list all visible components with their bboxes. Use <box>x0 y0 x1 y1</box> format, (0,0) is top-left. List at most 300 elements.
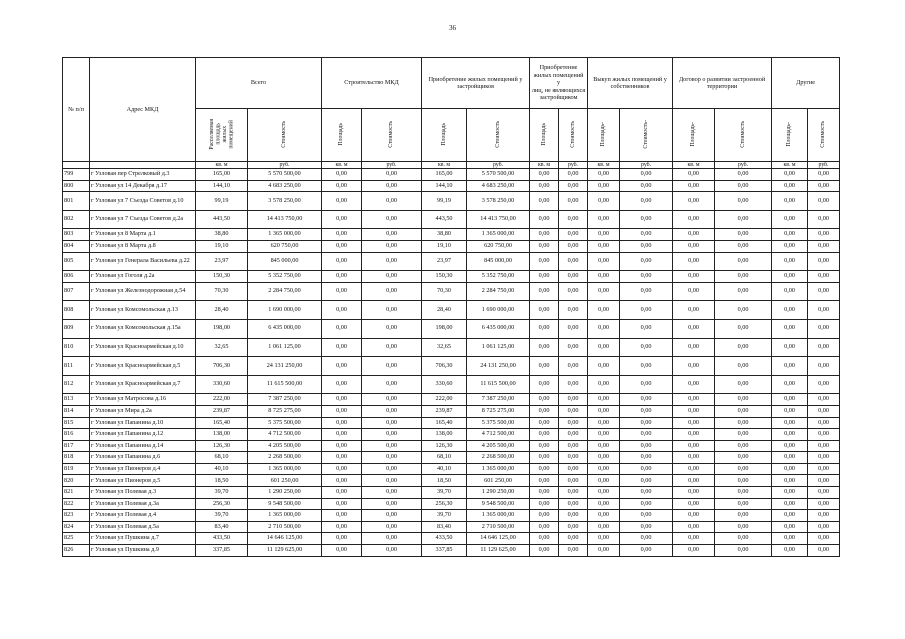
buyout-area: 0,00 <box>588 463 620 475</box>
total-cost: 1 290 250,00 <box>248 487 322 499</box>
construction-area: 0,00 <box>322 319 362 338</box>
total-cost: 11 129 625,00 <box>248 545 322 557</box>
table-row <box>63 475 840 487</box>
developer-cost: 1 061 125,00 <box>467 338 530 357</box>
others-cost: 0,00 <box>559 487 588 499</box>
others-area: 0,00 <box>530 545 559 557</box>
others-cost: 0,00 <box>559 510 588 522</box>
others-cost: 0,00 <box>559 210 588 229</box>
table-row <box>63 210 840 229</box>
row-address: г Узловая ул Полевая д.5а <box>90 521 196 533</box>
buyout-area: 0,00 <box>588 375 620 394</box>
row-number: 808 <box>63 301 90 320</box>
development-area: 0,00 <box>673 375 715 394</box>
total-cost: 1 365 000,00 <box>248 463 322 475</box>
row-number: 819 <box>63 463 90 475</box>
construction-cost: 0,00 <box>362 357 422 376</box>
developer-area: 150,30 <box>422 271 467 283</box>
buyout-cost: 0,00 <box>620 545 673 557</box>
construction-area: 0,00 <box>322 475 362 487</box>
buyout-area: 0,00 <box>588 301 620 320</box>
other-cost: 0,00 <box>808 282 840 301</box>
buyout-cost: 0,00 <box>620 338 673 357</box>
others-area: 0,00 <box>530 210 559 229</box>
unit-label: кв. м <box>530 162 559 169</box>
construction-cost: 0,00 <box>362 463 422 475</box>
subheader-resettled-area: Расселяемая площадь жилых помещений <box>196 109 248 162</box>
row-address: г Узловая ул Полевая д.3а <box>90 498 196 510</box>
total-cost: 2 268 500,00 <box>248 452 322 464</box>
row-number: 824 <box>63 521 90 533</box>
others-area: 0,00 <box>530 301 559 320</box>
construction-cost: 0,00 <box>362 452 422 464</box>
table-row <box>63 429 840 441</box>
header-development: Договор о развитии застроенной территории <box>673 58 772 109</box>
development-area: 0,00 <box>673 498 715 510</box>
other-area: 0,00 <box>772 463 808 475</box>
row-number: 811 <box>63 357 90 376</box>
construction-cost: 0,00 <box>362 487 422 499</box>
other-area: 0,00 <box>772 533 808 545</box>
development-cost: 0,00 <box>715 394 772 406</box>
construction-area: 0,00 <box>322 487 362 499</box>
developer-area: 38,80 <box>422 229 467 241</box>
developer-cost: 601 250,00 <box>467 475 530 487</box>
row-number: 813 <box>63 394 90 406</box>
buyout-area: 0,00 <box>588 545 620 557</box>
other-area: 0,00 <box>772 452 808 464</box>
subheader-area: Площадь- <box>772 109 808 162</box>
development-area: 0,00 <box>673 429 715 441</box>
construction-cost: 0,00 <box>362 475 422 487</box>
other-area: 0,00 <box>772 301 808 320</box>
row-number: 820 <box>63 475 90 487</box>
unit-label: кв. м <box>422 162 467 169</box>
others-area: 0,00 <box>530 429 559 441</box>
row-address: г Узловая ул Пионеров д.4 <box>90 463 196 475</box>
header-purchase-others-line: жилых помещений <box>533 71 584 79</box>
table-row <box>63 301 840 320</box>
row-address: г Узловая ул 8 Марта д.1 <box>90 229 196 241</box>
rows-body <box>63 169 840 557</box>
development-area: 0,00 <box>673 271 715 283</box>
development-cost: 0,00 <box>715 301 772 320</box>
row-address: г Узловая ул Комсомольская д.15а <box>90 319 196 338</box>
other-area: 0,00 <box>772 545 808 557</box>
development-cost: 0,00 <box>715 463 772 475</box>
other-cost: 0,00 <box>808 180 840 192</box>
developer-cost: 1 365 000,00 <box>467 229 530 241</box>
developer-area: 19,10 <box>422 240 467 252</box>
total-area: 39,70 <box>196 487 248 499</box>
total-cost: 3 578 250,00 <box>248 192 322 211</box>
buyout-area: 0,00 <box>588 192 620 211</box>
table-row <box>63 271 840 283</box>
table-row <box>63 192 840 211</box>
others-area: 0,00 <box>530 417 559 429</box>
construction-cost: 0,00 <box>362 338 422 357</box>
other-cost: 0,00 <box>808 510 840 522</box>
table-row <box>63 319 840 338</box>
construction-cost: 0,00 <box>362 180 422 192</box>
developer-area: 330,60 <box>422 375 467 394</box>
unit-label: руб. <box>620 162 673 169</box>
total-area: 433,50 <box>196 533 248 545</box>
row-address: г Узловая ул Красноармейская д.5 <box>90 357 196 376</box>
developer-area: 32,65 <box>422 338 467 357</box>
others-area: 0,00 <box>530 357 559 376</box>
table-row <box>63 463 840 475</box>
development-cost: 0,00 <box>715 452 772 464</box>
total-cost: 1 061 125,00 <box>248 338 322 357</box>
other-cost: 0,00 <box>808 440 840 452</box>
development-cost: 0,00 <box>715 510 772 522</box>
total-cost: 5 375 500,00 <box>248 417 322 429</box>
development-cost: 0,00 <box>715 252 772 271</box>
development-area: 0,00 <box>673 521 715 533</box>
development-cost: 0,00 <box>715 357 772 376</box>
buyout-area: 0,00 <box>588 210 620 229</box>
development-area: 0,00 <box>673 301 715 320</box>
development-cost: 0,00 <box>715 521 772 533</box>
others-area: 0,00 <box>530 394 559 406</box>
buyout-area: 0,00 <box>588 429 620 441</box>
table-row <box>63 338 840 357</box>
row-address: г Узловая ул Папанина д.6 <box>90 452 196 464</box>
buyout-area: 0,00 <box>588 498 620 510</box>
others-area: 0,00 <box>530 240 559 252</box>
construction-area: 0,00 <box>322 338 362 357</box>
row-number: 816 <box>63 429 90 441</box>
developer-cost: 620 750,00 <box>467 240 530 252</box>
development-area: 0,00 <box>673 452 715 464</box>
other-area: 0,00 <box>772 192 808 211</box>
buyout-cost: 0,00 <box>620 192 673 211</box>
buyout-area: 0,00 <box>588 452 620 464</box>
others-cost: 0,00 <box>559 319 588 338</box>
others-cost: 0,00 <box>559 475 588 487</box>
row-address: г Узловая ул Пионеров д.5 <box>90 475 196 487</box>
buyout-cost: 0,00 <box>620 375 673 394</box>
development-cost: 0,00 <box>715 498 772 510</box>
development-cost: 0,00 <box>715 319 772 338</box>
total-cost: 24 131 250,00 <box>248 357 322 376</box>
row-number: 825 <box>63 533 90 545</box>
buyout-cost: 0,00 <box>620 417 673 429</box>
other-area: 0,00 <box>772 210 808 229</box>
development-area: 0,00 <box>673 169 715 181</box>
buyout-area: 0,00 <box>588 533 620 545</box>
buyout-area: 0,00 <box>588 487 620 499</box>
total-cost: 4 683 250,00 <box>248 180 322 192</box>
others-area: 0,00 <box>530 487 559 499</box>
developer-area: 198,00 <box>422 319 467 338</box>
development-cost: 0,00 <box>715 487 772 499</box>
developer-area: 256,30 <box>422 498 467 510</box>
others-cost: 0,00 <box>559 533 588 545</box>
table-row <box>63 545 840 557</box>
others-cost: 0,00 <box>559 357 588 376</box>
unit-label: руб. <box>715 162 772 169</box>
total-area: 337,85 <box>196 545 248 557</box>
unit-label: кв. м <box>772 162 808 169</box>
total-area: 40,10 <box>196 463 248 475</box>
unit-label: кв. м <box>322 162 362 169</box>
table-row <box>63 510 840 522</box>
total-cost: 4 712 500,00 <box>248 429 322 441</box>
developer-cost: 2 268 500,00 <box>467 452 530 464</box>
development-area: 0,00 <box>673 210 715 229</box>
development-area: 0,00 <box>673 463 715 475</box>
other-cost: 0,00 <box>808 301 840 320</box>
row-address: г Узловая ул Красноармейская д.10 <box>90 338 196 357</box>
row-address: г Узловая ул Матросова д.16 <box>90 394 196 406</box>
table-row <box>63 357 840 376</box>
other-area: 0,00 <box>772 394 808 406</box>
developer-cost: 4 205 500,00 <box>467 440 530 452</box>
buyout-cost: 0,00 <box>620 463 673 475</box>
development-area: 0,00 <box>673 192 715 211</box>
developer-cost: 7 387 250,00 <box>467 394 530 406</box>
buyout-cost: 0,00 <box>620 533 673 545</box>
other-cost: 0,00 <box>808 475 840 487</box>
total-area: 443,50 <box>196 210 248 229</box>
others-cost: 0,00 <box>559 192 588 211</box>
others-cost: 0,00 <box>559 271 588 283</box>
table-row <box>63 521 840 533</box>
construction-cost: 0,00 <box>362 375 422 394</box>
development-area: 0,00 <box>673 487 715 499</box>
others-area: 0,00 <box>530 510 559 522</box>
other-area: 0,00 <box>772 282 808 301</box>
unit-label: руб. <box>248 162 322 169</box>
development-area: 0,00 <box>673 338 715 357</box>
total-area: 19,10 <box>196 240 248 252</box>
total-area: 39,70 <box>196 510 248 522</box>
row-number: 809 <box>63 319 90 338</box>
construction-area: 0,00 <box>322 533 362 545</box>
subheader-cost: Стоимость <box>362 109 422 162</box>
buyout-area: 0,00 <box>588 405 620 417</box>
row-address: г Узловая ул 14 Декабря д.17 <box>90 180 196 192</box>
other-area: 0,00 <box>772 498 808 510</box>
others-area: 0,00 <box>530 252 559 271</box>
unit-label: кв. м <box>588 162 620 169</box>
development-area: 0,00 <box>673 533 715 545</box>
other-cost: 0,00 <box>808 169 840 181</box>
others-area: 0,00 <box>530 282 559 301</box>
units-blank <box>90 162 196 169</box>
developer-cost: 1 365 000,00 <box>467 463 530 475</box>
others-cost: 0,00 <box>559 463 588 475</box>
other-cost: 0,00 <box>808 192 840 211</box>
buyout-cost: 0,00 <box>620 452 673 464</box>
total-cost: 6 435 000,00 <box>248 319 322 338</box>
others-area: 0,00 <box>530 463 559 475</box>
developer-cost: 8 725 275,00 <box>467 405 530 417</box>
developer-area: 337,85 <box>422 545 467 557</box>
buyout-cost: 0,00 <box>620 271 673 283</box>
other-cost: 0,00 <box>808 394 840 406</box>
developer-area: 222,00 <box>422 394 467 406</box>
unit-label: руб. <box>467 162 530 169</box>
total-area: 38,80 <box>196 229 248 241</box>
buyout-cost: 0,00 <box>620 229 673 241</box>
header-purchase-others-line: у <box>556 79 561 87</box>
developer-cost: 1 690 000,00 <box>467 301 530 320</box>
developer-cost: 14 646 125,00 <box>467 533 530 545</box>
table-row <box>63 394 840 406</box>
other-cost: 0,00 <box>808 498 840 510</box>
row-address: г Узловая ул 8 Марта д.8 <box>90 240 196 252</box>
table-row <box>63 229 840 241</box>
developer-area: 443,50 <box>422 210 467 229</box>
development-cost: 0,00 <box>715 375 772 394</box>
other-cost: 0,00 <box>808 487 840 499</box>
other-cost: 0,00 <box>808 338 840 357</box>
subheader-area: Площадь- <box>588 109 620 162</box>
header-purchase-others <box>530 58 588 109</box>
developer-cost: 9 548 500,00 <box>467 498 530 510</box>
buyout-cost: 0,00 <box>620 252 673 271</box>
others-area: 0,00 <box>530 271 559 283</box>
development-area: 0,00 <box>673 440 715 452</box>
other-area: 0,00 <box>772 229 808 241</box>
unit-label: кв. м <box>196 162 248 169</box>
row-address: г Узловая ул Пушкина д.9 <box>90 545 196 557</box>
other-area: 0,00 <box>772 405 808 417</box>
total-cost: 2 284 750,00 <box>248 282 322 301</box>
construction-area: 0,00 <box>322 210 362 229</box>
table-row <box>63 498 840 510</box>
total-cost: 14 646 125,00 <box>248 533 322 545</box>
construction-cost: 0,00 <box>362 417 422 429</box>
total-area: 70,30 <box>196 282 248 301</box>
buyout-area: 0,00 <box>588 394 620 406</box>
row-number: 822 <box>63 498 90 510</box>
row-address: г Узловая ул Папанина д.12 <box>90 429 196 441</box>
row-number: 823 <box>63 510 90 522</box>
construction-cost: 0,00 <box>362 319 422 338</box>
table-row <box>63 180 840 192</box>
header-purchase-others-line: лиц, не являющихся <box>531 86 586 94</box>
construction-cost: 0,00 <box>362 521 422 533</box>
table-row <box>63 417 840 429</box>
others-cost: 0,00 <box>559 252 588 271</box>
buyout-area: 0,00 <box>588 282 620 301</box>
others-area: 0,00 <box>530 452 559 464</box>
row-address: г Узловая ул Генерала Васильева д.22 <box>90 252 196 271</box>
buyout-area: 0,00 <box>588 357 620 376</box>
construction-area: 0,00 <box>322 452 362 464</box>
buyout-cost: 0,00 <box>620 475 673 487</box>
table-row <box>63 169 840 181</box>
subheader-cost: Стоимость <box>467 109 530 162</box>
row-number: 818 <box>63 452 90 464</box>
buyout-area: 0,00 <box>588 440 620 452</box>
development-cost: 0,00 <box>715 338 772 357</box>
construction-cost: 0,00 <box>362 510 422 522</box>
construction-area: 0,00 <box>322 405 362 417</box>
unit-label: кв. м <box>673 162 715 169</box>
row-number: 814 <box>63 405 90 417</box>
buyout-cost: 0,00 <box>620 498 673 510</box>
construction-area: 0,00 <box>322 417 362 429</box>
table-row <box>63 533 840 545</box>
developer-area: 28,40 <box>422 301 467 320</box>
construction-area: 0,00 <box>322 192 362 211</box>
developer-cost: 2 710 500,00 <box>467 521 530 533</box>
developer-area: 39,70 <box>422 510 467 522</box>
unit-label: руб. <box>808 162 840 169</box>
buyout-cost: 0,00 <box>620 319 673 338</box>
others-area: 0,00 <box>530 375 559 394</box>
construction-area: 0,00 <box>322 394 362 406</box>
developer-area: 99,19 <box>422 192 467 211</box>
developer-cost: 845 000,00 <box>467 252 530 271</box>
total-cost: 1 690 000,00 <box>248 301 322 320</box>
row-address: г Узловая ул Полевая д.4 <box>90 510 196 522</box>
header-buyout: Выкуп жилых помещений у собственников <box>588 58 673 109</box>
developer-area: 706,30 <box>422 357 467 376</box>
developer-cost: 1 365 000,00 <box>467 510 530 522</box>
others-cost: 0,00 <box>559 338 588 357</box>
total-area: 23,97 <box>196 252 248 271</box>
subheader-cost: Стоимость <box>559 109 588 162</box>
other-area: 0,00 <box>772 357 808 376</box>
development-area: 0,00 <box>673 229 715 241</box>
others-cost: 0,00 <box>559 405 588 417</box>
developer-area: 165,40 <box>422 417 467 429</box>
construction-area: 0,00 <box>322 429 362 441</box>
total-cost: 845 000,00 <box>248 252 322 271</box>
row-number: 810 <box>63 338 90 357</box>
buyout-area: 0,00 <box>588 229 620 241</box>
others-cost: 0,00 <box>559 169 588 181</box>
total-area: 706,30 <box>196 357 248 376</box>
row-number: 826 <box>63 545 90 557</box>
development-area: 0,00 <box>673 510 715 522</box>
other-cost: 0,00 <box>808 240 840 252</box>
other-area: 0,00 <box>772 180 808 192</box>
total-cost: 8 725 275,00 <box>248 405 322 417</box>
buyout-cost: 0,00 <box>620 487 673 499</box>
development-cost: 0,00 <box>715 282 772 301</box>
other-cost: 0,00 <box>808 252 840 271</box>
others-cost: 0,00 <box>559 429 588 441</box>
row-address: г Узловая ул Мира д.2а <box>90 405 196 417</box>
table-row <box>63 252 840 271</box>
total-cost: 14 413 750,00 <box>248 210 322 229</box>
development-cost: 0,00 <box>715 169 772 181</box>
buyout-area: 0,00 <box>588 521 620 533</box>
others-cost: 0,00 <box>559 282 588 301</box>
buyout-cost: 0,00 <box>620 429 673 441</box>
construction-cost: 0,00 <box>362 192 422 211</box>
developer-area: 70,30 <box>422 282 467 301</box>
development-cost: 0,00 <box>715 533 772 545</box>
construction-area: 0,00 <box>322 357 362 376</box>
total-cost: 601 250,00 <box>248 475 322 487</box>
subheader-cost: Стоимость <box>715 109 772 162</box>
total-area: 165,40 <box>196 417 248 429</box>
development-cost: 0,00 <box>715 405 772 417</box>
table-row <box>63 240 840 252</box>
buyout-cost: 0,00 <box>620 521 673 533</box>
subheader-cost: Стоимость <box>248 109 322 162</box>
row-address: г Узловая ул Гоголя д.2а <box>90 271 196 283</box>
units-blank <box>63 162 90 169</box>
